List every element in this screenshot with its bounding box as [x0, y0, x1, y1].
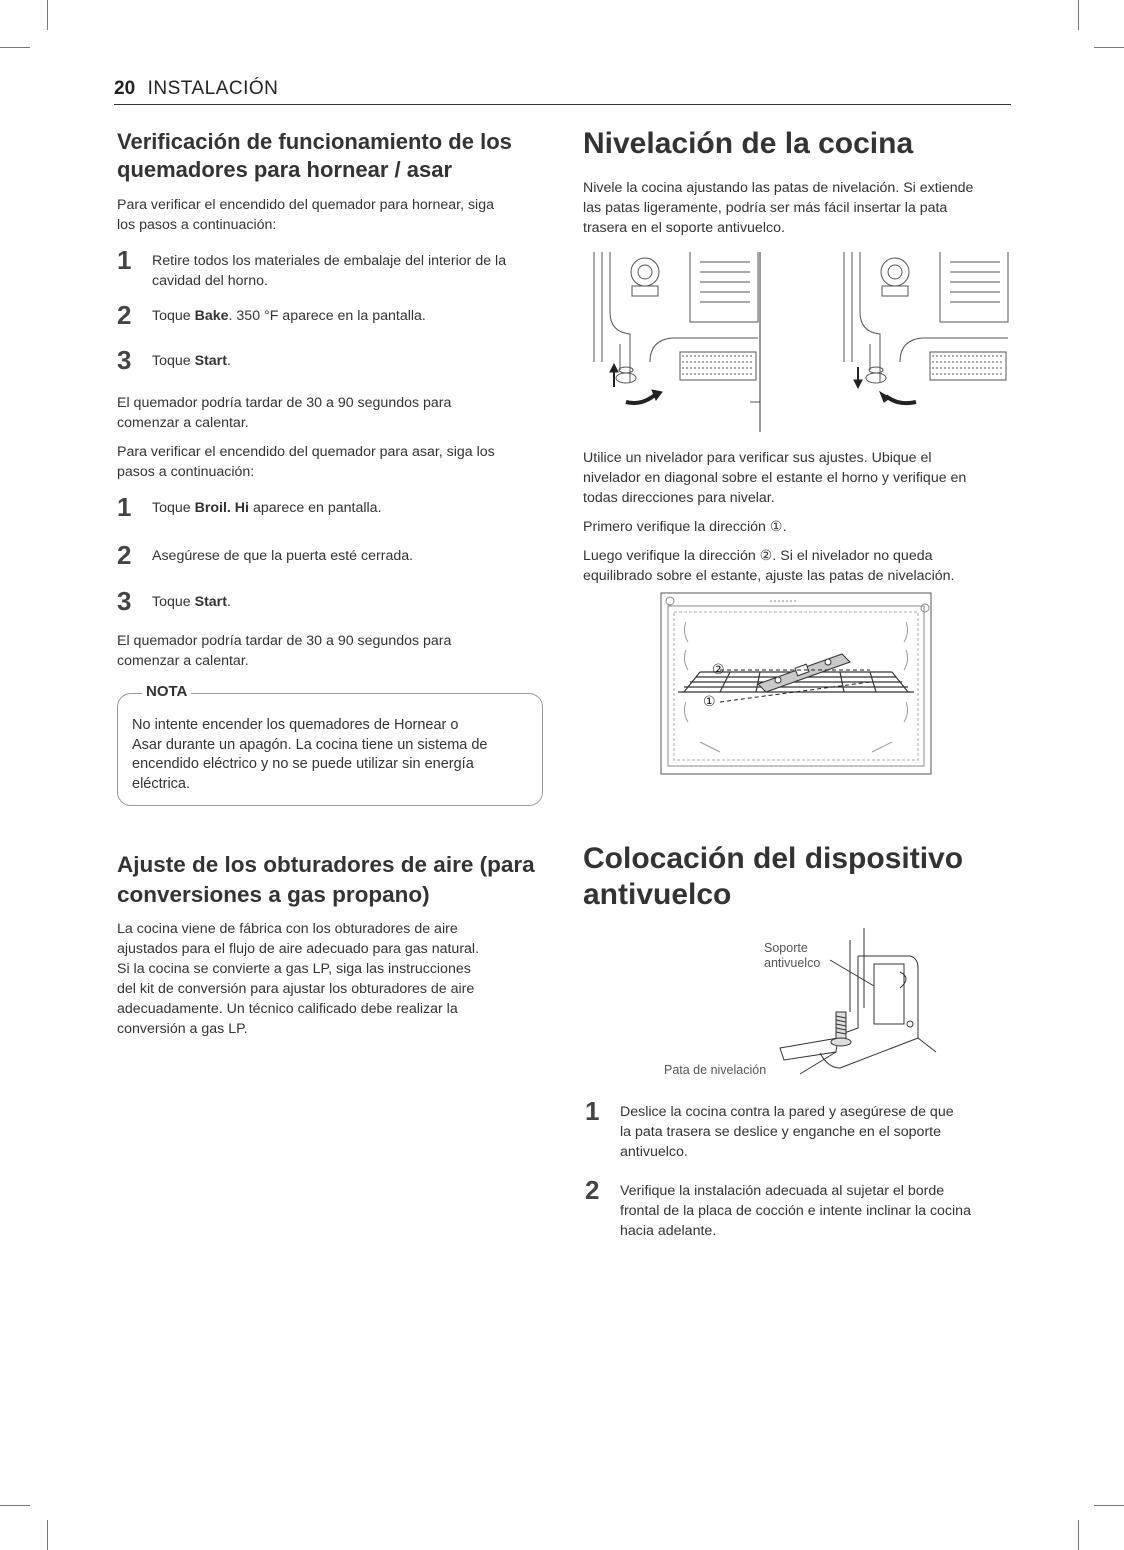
- air-title-line1: Ajuste de los obturadores de aire (para: [117, 852, 535, 877]
- crop-mark: [1094, 47, 1124, 48]
- leveling-first: Primero verifique la dirección ①.: [583, 519, 787, 535]
- step-number: 1: [117, 245, 132, 275]
- note-line: comenzar a calentar.: [117, 653, 249, 669]
- note-line: comenzar a calentar.: [117, 415, 249, 431]
- air-shutter-title: [117, 850, 535, 910]
- crop-mark: [47, 1520, 48, 1550]
- step-text: [152, 251, 572, 291]
- crop-mark: [0, 47, 30, 48]
- direction-1-label: ①: [703, 694, 716, 710]
- crop-mark: [1078, 0, 1079, 30]
- step-text: [620, 1102, 1040, 1162]
- step-text: [152, 592, 572, 612]
- step-text-pre: Toque: [152, 308, 195, 324]
- page-header: [114, 78, 278, 100]
- bracket-label-line2: antivuelco: [764, 956, 821, 970]
- antitip-title-line2: antivuelco: [583, 878, 732, 911]
- step-number: 2: [585, 1175, 600, 1205]
- note-line: El quemador podría tardar de 30 a 90 segundos para: [117, 395, 452, 411]
- direction-2-label: ②: [712, 662, 725, 678]
- leveling-legs-illustration: [590, 252, 1010, 432]
- step-text-post: .: [226, 353, 231, 369]
- header-rule: [114, 104, 1011, 105]
- leveling-intro: [583, 178, 973, 238]
- nota-line: No intente encender los quemadores de Hornear o: [132, 717, 459, 733]
- burner-title-line1: Verificación de funcionamiento de los: [117, 129, 512, 154]
- antitip-svg: [660, 928, 940, 1088]
- step-text-pre: Toque: [152, 500, 195, 516]
- leveling-then: [583, 546, 954, 586]
- antitip-title-line1: Colocación del dispositivo: [583, 842, 964, 875]
- burner-intro: [117, 195, 494, 235]
- check-line: nivelador en diagonal sobre el estante el horno y verifique en: [583, 470, 967, 486]
- step-text-post: . 350 °F aparece en la pantalla.: [228, 308, 426, 324]
- step-line: Verifique la instalación adecuada al sujetar el borde: [620, 1183, 945, 1199]
- burner-check-title: [117, 128, 512, 184]
- intro-line: pasos a continuación:: [117, 464, 255, 480]
- then-line: Luego verifique la dirección ②. Si el nivelador no queda: [583, 548, 933, 564]
- nota-line: encendido eléctrico y no se puede utilizar sin energía: [132, 756, 474, 772]
- check-line: todas direcciones para nivelar.: [583, 490, 775, 506]
- step-text: [152, 351, 572, 371]
- leveling-line: trasera en el soporte antivuelco.: [583, 220, 785, 236]
- oven-level-svg: [660, 592, 932, 775]
- crop-mark: [0, 1505, 30, 1506]
- step-text: Asegúrese de que la puerta esté cerrada.: [152, 548, 414, 564]
- nota-line: eléctrica.: [132, 775, 191, 792]
- step-text-post: aparece en pantalla.: [249, 500, 382, 516]
- step-number: 2: [117, 300, 132, 330]
- step-text-pre: Toque: [152, 594, 195, 610]
- leg-label: Pata de nivelación: [664, 1063, 767, 1077]
- bracket-label-line1: Soporte: [764, 941, 808, 955]
- step-line: cavidad del horno.: [152, 273, 268, 289]
- oven-level-illustration: [660, 592, 932, 775]
- broil-note: [117, 631, 451, 671]
- air-title-line2: conversiones a gas propano): [117, 882, 430, 907]
- air-line: Si la cocina se convierte a gas LP, siga las instrucciones: [117, 961, 471, 977]
- step-line: Deslice la cocina contra la pared y asegúrese de que: [620, 1104, 954, 1120]
- step-number: 1: [585, 1096, 600, 1126]
- leveling-line: Nivele la cocina ajustando las patas de nivelación. Si extiende: [583, 180, 974, 196]
- broil-key-label: Broil. Hi: [194, 500, 249, 516]
- step-line: antivuelco.: [620, 1144, 688, 1160]
- step-number: 1: [117, 492, 132, 522]
- step-text: [152, 306, 572, 326]
- broil-intro: [117, 442, 495, 482]
- step-number: 2: [117, 540, 132, 570]
- step-line: la pata trasera se deslice y enganche en el soporte: [620, 1124, 941, 1140]
- nota-text: [132, 716, 488, 794]
- leveling-title: Nivelación de la cocina: [583, 127, 914, 160]
- step-text: [620, 1181, 1040, 1241]
- nota-title: NOTA: [142, 683, 191, 700]
- leveling-legs-svg: [590, 252, 1010, 432]
- bake-key-label: Bake: [194, 308, 229, 324]
- step-line: hacia adelante.: [620, 1223, 717, 1239]
- step-text-post: .: [226, 594, 231, 610]
- crop-mark: [47, 0, 48, 30]
- air-line: ajustados para el flujo de aire adecuado para gas natural.: [117, 941, 480, 957]
- air-line: adecuadamente. Un técnico calificado debe realizar la: [117, 1001, 458, 1017]
- air-shutter-text: [117, 919, 479, 1039]
- step-number: 3: [117, 586, 132, 616]
- air-line: del kit de conversión para ajustar los obturadores de aire: [117, 981, 475, 997]
- intro-line: Para verificar el encendido del quemador para asar, siga los: [117, 444, 495, 460]
- start-key-label: Start: [194, 594, 227, 610]
- air-line: La cocina viene de fábrica con los obturadores de aire: [117, 921, 458, 937]
- leveling-check: [583, 448, 966, 508]
- then-line: equilibrado sobre el estante, ajuste las patas de nivelación.: [583, 568, 955, 584]
- crop-mark: [1094, 1505, 1124, 1506]
- start-key-label: Start: [194, 353, 227, 369]
- burner-title-line2: quemadores para hornear / asar: [117, 157, 453, 182]
- step-number: 3: [117, 345, 132, 375]
- crop-mark: [1078, 1520, 1079, 1550]
- check-line: Utilice un nivelador para verificar sus ajustes. Ubique el: [583, 450, 932, 466]
- bake-note: [117, 393, 451, 433]
- step-line: frontal de la placa de cocción e intente inclinar la cocina: [620, 1203, 971, 1219]
- nota-line: Asar durante un apagón. La cocina tiene un sistema de: [132, 736, 488, 753]
- intro-line: Para verificar el encendido del quemador para hornear, siga: [117, 197, 494, 213]
- antitip-illustration: [660, 928, 940, 1088]
- intro-line: los pasos a continuación:: [117, 217, 277, 233]
- note-line: El quemador podría tardar de 30 a 90 segundos para: [117, 633, 452, 649]
- step-text: [152, 498, 572, 518]
- step-text-pre: Toque: [152, 353, 195, 369]
- leveling-line: las patas ligeramente, podría ser más fácil insertar la pata: [583, 200, 948, 216]
- antitip-title: [583, 841, 963, 913]
- section-title: INSTALACIÓN: [147, 78, 279, 99]
- air-line: conversión a gas LP.: [117, 1021, 248, 1037]
- page-number: 20: [114, 78, 136, 99]
- step-line: Retire todos los materiales de embalaje del interior de la: [152, 253, 507, 269]
